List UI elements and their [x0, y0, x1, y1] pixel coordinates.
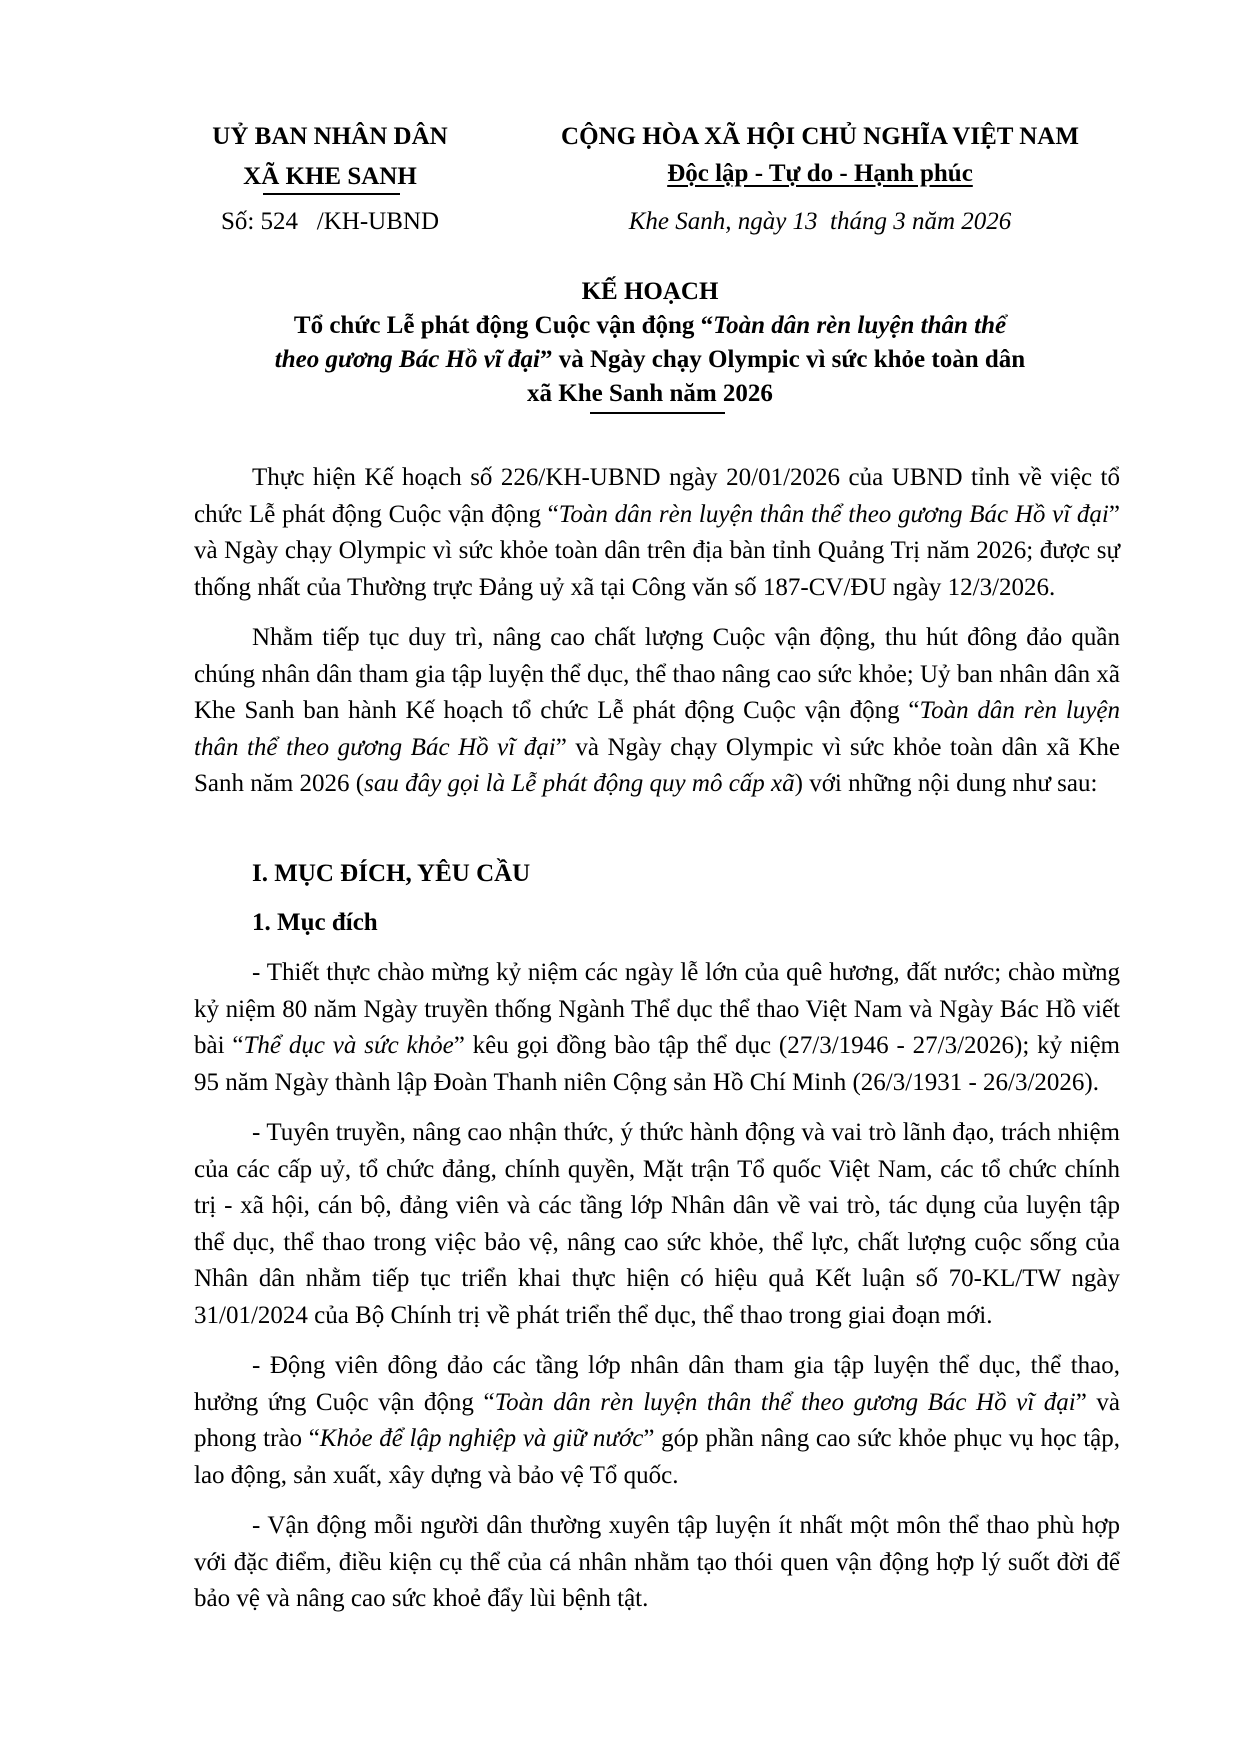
title-line-1: [180, 309, 1120, 343]
org-name-line1: UỶ BAN NHÂN DÂN: [212, 123, 448, 150]
subsection-heading-1: 1. Mục đích: [252, 909, 378, 936]
intro-p1-text-c: ” và Ngày chạy Olympic vì sức khỏe toàn dân trên địa bàn tỉnh Quảng Trị năm 2026; được sự thống nhất của Thường trực Đảng uỷ xã tại Công văn số 187-CV/ĐU ngày 12/3/2026.: [194, 500, 1120, 601]
intro-p2-text-a: Nhằm tiếp tục duy trì, nâng cao chất lượng Cuộc vận động, thu hút đông đảo quần chúng nhân dân tham gia tập luyện thể dục, thể thao nâng cao sức khỏe; Uỷ ban nhân dân xã Khe Sanh ban hành Kế hoạch tổ chức Lễ phát động Cuộc vận động “: [194, 624, 1120, 724]
purpose-1-text-a: - Thiết thực chào mừng kỷ niệm các ngày lễ lớn của quê hương, đất nước; chào mừng kỷ niệm 80 năm Ngày truyền thống Ngành Thể dục thể thao Việt Nam và Ngày Bác Hồ viết bài “: [194, 959, 1120, 1059]
purpose-3-text-e: ” góp phần nâng cao sức khỏe phục vụ học tập, lao động, sản xuất, xây dựng và bảo vệ Tổ quốc.: [194, 1425, 1121, 1489]
title-line-2-part-a: theo gương Bác Hồ vĩ đại: [274, 346, 540, 373]
purpose-3-quote-2: Khỏe để lập nghiệp và giữ nước: [319, 1425, 644, 1452]
purpose-3-text-a: - Động viên đông đảo các tầng lớp nhân dân tham gia tập luyện thể dục, thể thao, hưởng ứng Cuộc vận động “: [194, 1352, 1120, 1416]
place-and-date: Khe Sanh, ngày 13 tháng 3 năm 2026: [628, 208, 1012, 235]
purpose-1-text-c: ” kêu gọi đồng bào tập thể dục (27/3/1946 - 27/3/2026); kỷ niệm 95 năm Ngày thành lập Đoàn Thanh niên Cộng sản Hồ Chí Minh (26/3/1931 - 26/3/2026).: [194, 1032, 1120, 1096]
org-name-line2: XÃ KHE SANH: [243, 163, 417, 190]
intro-paragraph-1: [194, 460, 1120, 606]
intro-p2-note: sau đây gọi là Lễ phát động quy mô cấp xã: [364, 770, 795, 797]
national-motto: Độc lập - Tự do - Hạnh phúc: [667, 160, 973, 187]
purpose-item-1: [194, 955, 1120, 1101]
intro-paragraph-2: [194, 620, 1120, 803]
title-underline: [590, 412, 725, 414]
intro-p1-text-a: Thực hiện Kế hoạch số 226/KH-UBND ngày 20/01/2026 của UBND tỉnh về việc tổ chức Lễ phát động Cuộc vận động “: [194, 464, 1120, 528]
purpose-3-quote-1: Toàn dân rèn luyện thân thể theo gương Bác Hồ vĩ đại: [494, 1388, 1076, 1416]
intro-section: [194, 460, 1120, 817]
title-line-2-part-b: ” và Ngày chạy Olympic vì sức khỏe toàn dân: [540, 346, 1026, 373]
section-heading-1: I. MỤC ĐÍCH, YÊU CẦU: [252, 860, 531, 887]
document-number: Số: 524 /KH-UBND: [220, 208, 440, 235]
purpose-1-quote: Thể dục và sức khỏe: [243, 1032, 454, 1059]
intro-p2-text-e: ) với những nội dung như sau:: [794, 770, 1098, 797]
purpose-item-2: - Tuyên truyền, nâng cao nhận thức, ý thức hành động và vai trò lãnh đạo, trách nhiệm của các cấp uỷ, tổ chức đảng, chính quyền, Mặt trận Tổ quốc Việt Nam, các tổ chức chính trị - xã hội, cán bộ, đảng viên và các tầng lớp Nhân dân về vai trò, tác dụng của luyện tập thể dục, thể thao trong việc bảo vệ, nâng cao sức khỏe, thể lực, chất lượng cuộc sống của Nhân dân nhằm tiếp tục triển khai thực hiện có hiệu quả Kết luận số 70-KL/TW ngày 31/01/2024 của Bộ Chính trị về phát triển thể dục, thể thao trong giai đoạn mới.: [194, 1119, 1120, 1329]
intro-p1-quote: Toàn dân rèn luyện thân thể theo gương Bác Hồ vĩ đại: [558, 500, 1109, 528]
title-line-2: [180, 343, 1120, 377]
intro-p2-text-c: ” và Ngày chạy Olympic vì sức khỏe toàn dân xã Khe Sanh năm 2026 (: [194, 733, 1121, 797]
purpose-item-4: - Vận động mỗi người dân thường xuyên tập luyện ít nhất một môn thể thao phù hợp với đặc điểm, điều kiện cụ thể của cá nhân nhằm tạo thói quen vận động hợp lý suốt đời để bảo vệ và nâng cao sức khoẻ đẩy lùi bệnh tật.: [194, 1512, 1120, 1612]
purpose-3-text-c: ” và phong trào “: [194, 1388, 1120, 1452]
title-line-1-part-a: Tổ chức Lễ phát động Cuộc vận động “: [293, 312, 714, 339]
document-type: KẾ HOẠCH: [581, 278, 719, 305]
national-title: CỘNG HÒA XÃ HỘI CHỦ NGHĨA VIỆT NAM: [561, 123, 1079, 150]
purpose-item-3: [194, 1348, 1120, 1494]
purpose-list: [194, 955, 1120, 1632]
title-line-1-part-b: Toàn dân rèn luyện thân thể: [713, 312, 1007, 339]
org-underline: [263, 193, 400, 195]
title-line-3: xã Khe Sanh năm 2026: [527, 380, 773, 407]
intro-p2-quote: Toàn dân rèn luyện thân thể theo gương Bác Hồ vĩ đại: [194, 697, 1121, 761]
